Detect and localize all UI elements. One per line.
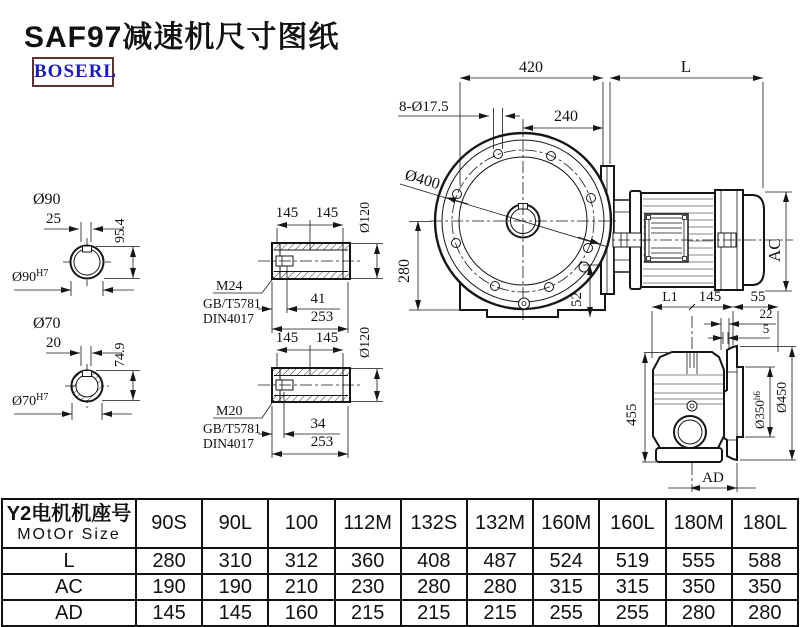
dim-AD: AD: [702, 470, 724, 486]
table-header-row: [2, 499, 798, 548]
dim-key-20: 20: [46, 335, 61, 351]
motor-terminal-block: [645, 214, 688, 262]
col-header-motor-size: Y2电机机座号 MOtOr Size: [2, 499, 136, 548]
thread-m24: M24: [216, 279, 243, 294]
col-header: 90L: [202, 499, 268, 548]
dim-55: 55: [750, 289, 766, 305]
col-header: 100: [268, 499, 334, 548]
brand-logo: BOSERL: [32, 57, 114, 87]
dim-145d: 145: [315, 330, 339, 346]
motor-size-table: [1, 498, 799, 627]
dim-280: 280: [396, 259, 413, 283]
dim-d70: Ø70: [33, 315, 61, 332]
table-cell: 255: [599, 600, 665, 626]
col-header: 160L: [599, 499, 665, 548]
table-cell: 519: [599, 548, 665, 574]
table-cell: 350: [666, 574, 732, 600]
dim-od120-2: Ø120: [358, 326, 373, 358]
page-title: SAF97减速机尺寸图纸: [24, 21, 340, 54]
dim-240: 240: [554, 108, 578, 125]
table-cell: 215: [467, 600, 533, 626]
std-din4017-2: DIN4017: [203, 436, 254, 451]
std-gbt5781-2: GB/T5781: [203, 421, 261, 436]
table-cell: 310: [202, 548, 268, 574]
col-header: 160M: [533, 499, 599, 548]
row-label: AC: [2, 574, 136, 600]
dim-5: 5: [762, 321, 770, 336]
front-view: [396, 57, 793, 321]
table-cell: 160: [268, 600, 334, 626]
row-label: L: [2, 548, 136, 574]
hollow-shaft-view-m20: [203, 327, 383, 458]
std-gbt5781-1: GB/T5781: [203, 296, 261, 311]
dim-74-9: 74.9: [113, 342, 128, 367]
dim-95-4: 95.4: [113, 218, 128, 243]
col-header: 112M: [335, 499, 401, 548]
shaft-end-view-90: [12, 191, 140, 296]
dim-holes-8x17-5: 8-Ø17.5: [399, 99, 449, 115]
col-header: 180L: [732, 499, 798, 548]
dim-52: 52: [569, 292, 585, 307]
col-header: 90S: [136, 499, 202, 548]
dim-253-1: 253: [310, 309, 334, 325]
table-cell: 215: [401, 600, 467, 626]
table-cell: 210: [268, 574, 334, 600]
dim-145-side: 145: [698, 289, 722, 305]
dim-d90: Ø90: [33, 191, 61, 208]
dim-AC: AC: [765, 238, 784, 262]
table-cell: 145: [136, 600, 202, 626]
dim-bore-90h7: $Ø90^{H7}$: [12, 268, 49, 285]
table-cell: 555: [666, 548, 732, 574]
table-cell: 280: [666, 600, 732, 626]
table-cell: 230: [335, 574, 401, 600]
table-cell: 255: [533, 600, 599, 626]
shaft-end-view-70: [12, 315, 140, 420]
dim-145b: 145: [315, 205, 339, 221]
table-cell: 190: [202, 574, 268, 600]
dim-34: 34: [310, 416, 326, 432]
std-din4017-1: DIN4017: [203, 311, 254, 326]
table-cell: 487: [467, 548, 533, 574]
table-cell: 145: [202, 600, 268, 626]
table-cell: 408: [401, 548, 467, 574]
dim-253-2: 253: [310, 434, 334, 450]
table-cell: 360: [335, 548, 401, 574]
table-cell: 312: [268, 548, 334, 574]
dim-41: 41: [310, 291, 326, 307]
dim-145a: 145: [275, 205, 299, 221]
table-cell: 524: [533, 548, 599, 574]
table-row-AC: [2, 574, 798, 600]
table-cell: 190: [136, 574, 202, 600]
table-cell: 280: [136, 548, 202, 574]
table-cell: 280: [467, 574, 533, 600]
dim-d350h6: $Ø350^{h6}$: [752, 391, 767, 429]
dim-od120-1: Ø120: [358, 201, 373, 233]
thread-m20: M20: [216, 404, 243, 419]
dim-d400: Ø400: [402, 166, 442, 194]
row-label: AD: [2, 600, 136, 626]
hollow-shaft-view-m24: [203, 202, 383, 333]
table-cell: 350: [732, 574, 798, 600]
table-cell: 588: [732, 548, 798, 574]
dim-145c: 145: [275, 330, 299, 346]
dim-L: L: [680, 57, 692, 76]
dim-key-25: 25: [46, 211, 61, 227]
col-header: 180M: [666, 499, 732, 548]
table-cell: 315: [599, 574, 665, 600]
table-cell: 280: [401, 574, 467, 600]
dim-d450: Ø450: [775, 381, 790, 413]
table-row-AD: [2, 600, 798, 626]
table-cell: 315: [533, 574, 599, 600]
dim-bore-70h7: $Ø70^{H7}$: [12, 392, 49, 409]
dim-22: 22: [759, 306, 773, 321]
table-cell: 280: [732, 600, 798, 626]
col-header: 132S: [401, 499, 467, 548]
dim-420: 420: [519, 59, 543, 76]
table-row-L: [2, 548, 798, 574]
dim-L1: L1: [662, 290, 678, 305]
col-header: 132M: [467, 499, 533, 548]
side-view: [624, 289, 796, 492]
dim-455: 455: [624, 403, 640, 426]
table-cell: 215: [335, 600, 401, 626]
